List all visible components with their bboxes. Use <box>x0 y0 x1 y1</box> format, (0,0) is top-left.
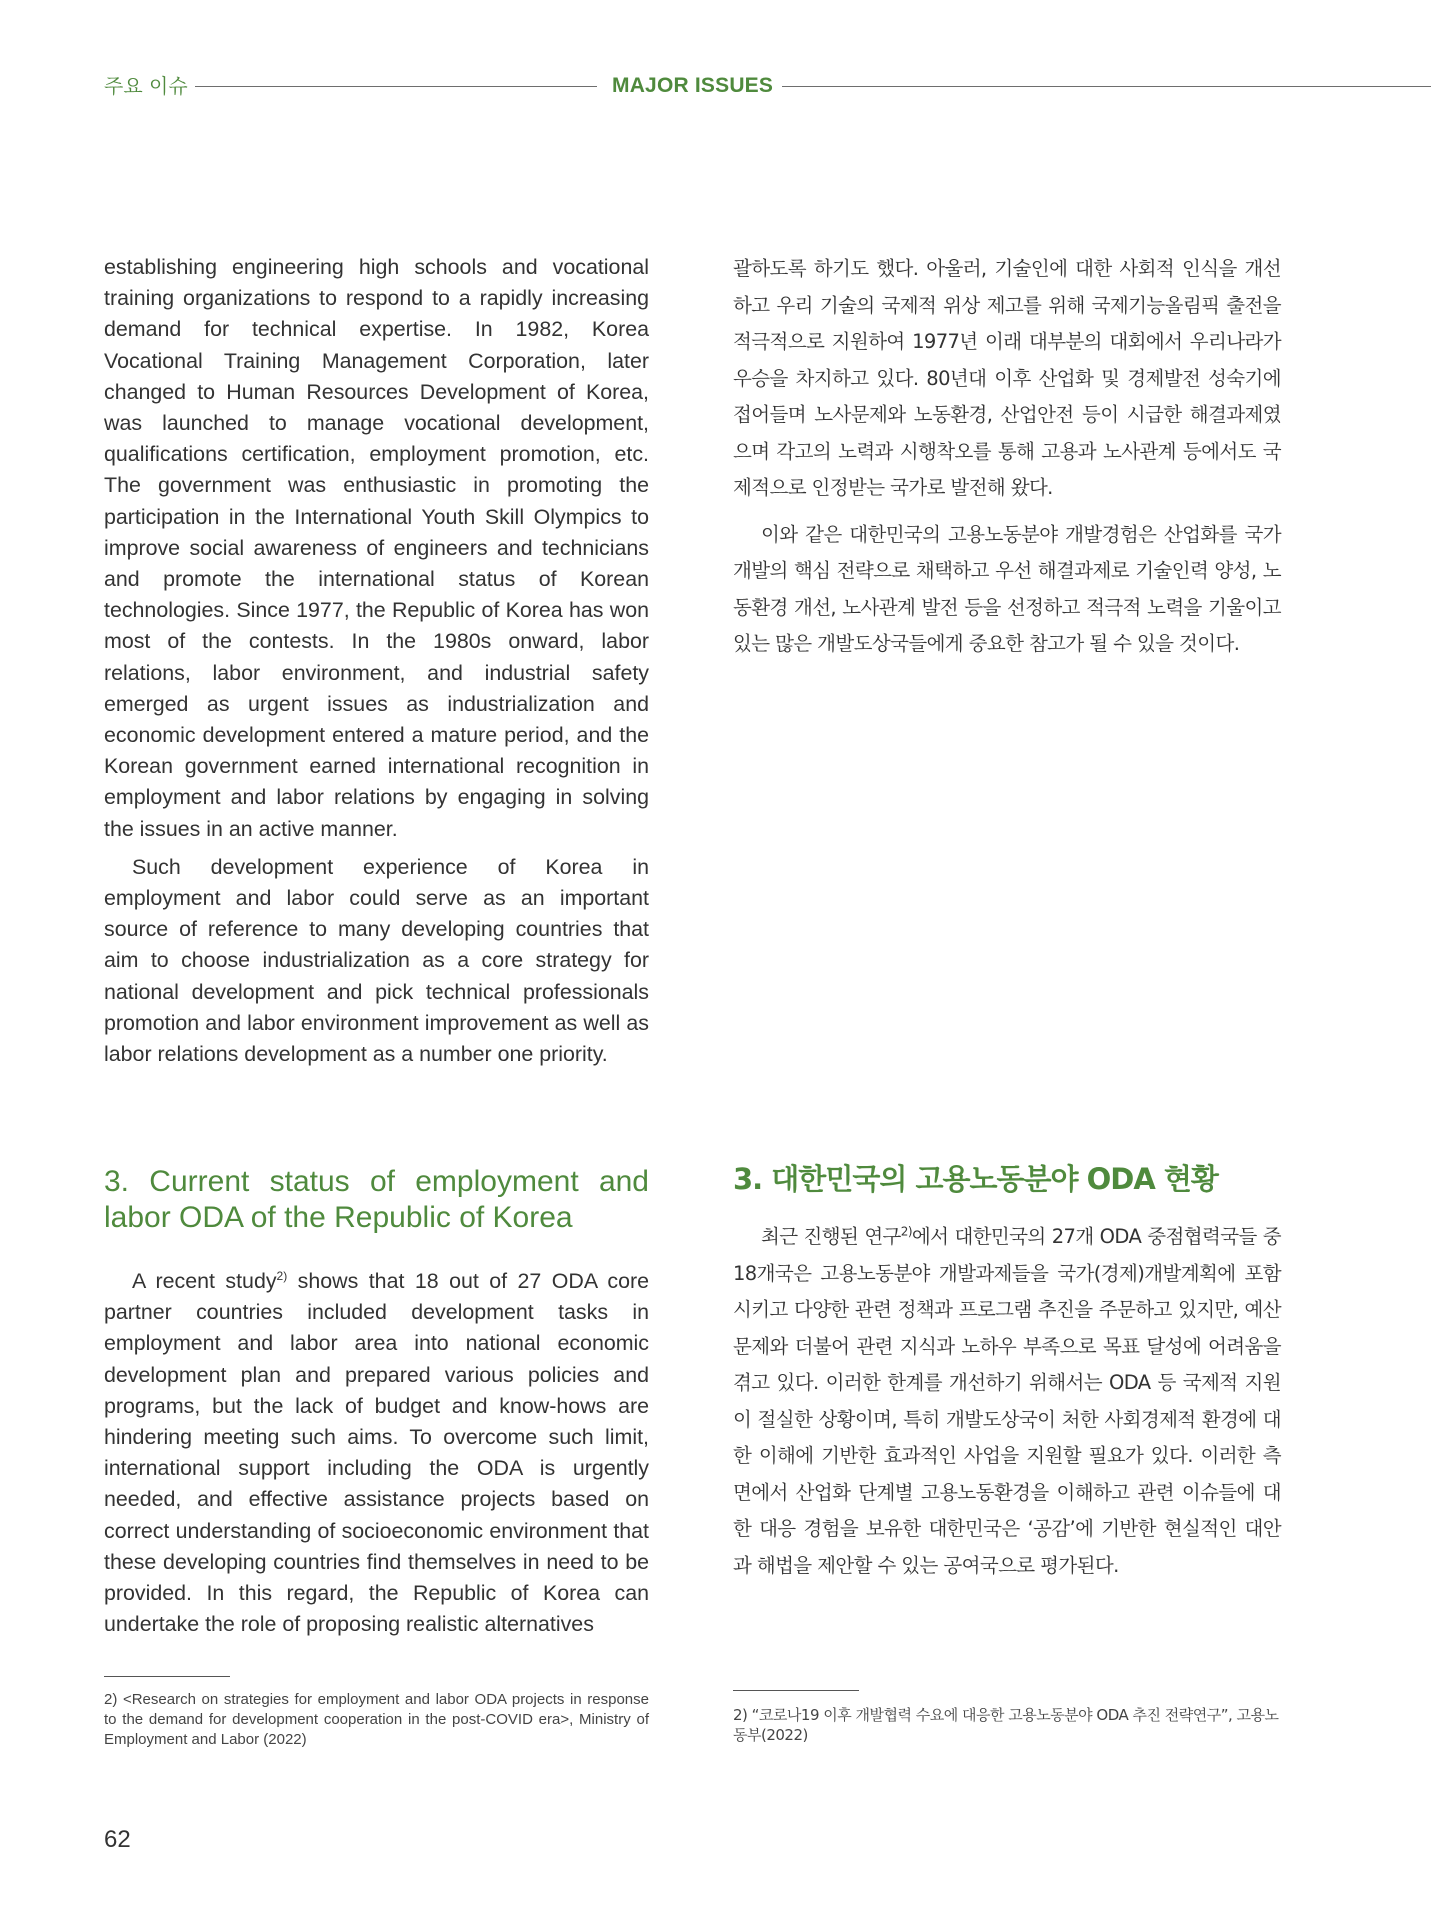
english-paragraph-1: establishing engineering high schools and vocational training organizations to respond to a rapidly increasing demand for technical expertise. In 1982, Korea Vocational Training Management Corporation, later changed to Human Resources Development of Korea, was launched to manage vocational development, qualifications certification, employment promotion, etc. The government was enthusiastic in promoting the participation in the International Youth Skill Olympics to improve social awareness of engineers and technicians and promote the international status of Korean technologies. Since 1977, the Republic of Korea has won most of the contests. In the 1980s onward, labor relations, labor environment, and industrial safety emerged as urgent issues as industrialization and economic development entered a mature period, and the Korean government earned international recognition in employment and labor relations by engaging in solving the issues in an active manner. <box>104 255 649 841</box>
korean-section-3 <box>733 1161 1281 1584</box>
english-footnote: 2) <Research on strategies for employment and labor ODA projects in response to the demand for development cooperation in the post-COVID era>, Ministry of Employment and Labor (2022) <box>104 1691 649 1748</box>
english-upper-column <box>104 252 649 1070</box>
korean-section-text-rest: 에서 대한민국의 27개 ODA 중점협력국들 중 18개국은 고용노동분야 개발과제들을 국가(경제)개발계획에 포함시키고 다양한 관련 정책과 프로그램 추진을 주문하고 있지만, 예산 문제와 더불어 관련 지식과 노하우 부족으로 목표 달성에 어려움을 겪고 있다. 이러한 한계를 개선하기 위해서는 ODA 등 국제적 지원이 절실한 상황이며, 특히 개발도상국이 처한 사회경제적 환경에 대한 이해에 기반한 효과적인 사업을 지원할 필요가 있다. 이러한 측면에서 산업화 단계별 고용노동환경을 이해하고 관련 이슈들에 대한 대응 경험을 보유한 대한민국은 ‘공감’에 기반한 현실적인 대안과 해법을 제안할 수 있는 공여국으로 평가된다. <box>733 1225 1281 1577</box>
korean-footnote-rule <box>733 1690 859 1691</box>
korean-upper-column <box>733 251 1281 663</box>
english-section-text-start: A recent study <box>132 1269 277 1293</box>
korean-section-paragraph <box>733 1219 1281 1584</box>
header-section-kr: 주요 이슈 <box>104 74 188 98</box>
english-paragraph-2: Such development experience of Korea in employment and labor could serve as an important source of reference to many developing countries that aim to choose industrialization as a core strategy for national development and pick technical professionals promotion and labor environment improvement as well as labor relations development as a number one priority. <box>104 854 649 1067</box>
header-rule-right <box>782 86 1431 87</box>
running-header <box>0 72 1431 102</box>
english-section-title: 3. Current status of employment and labor ODA of the Republic of Korea <box>104 1165 649 1234</box>
korean-footnote-ref[interactable]: 2) <box>900 1224 912 1239</box>
header-rule-left <box>195 86 597 87</box>
page-number: 62 <box>104 1826 131 1853</box>
english-footnote-rule <box>104 1676 230 1677</box>
korean-paragraph-1: 괄하도록 하기도 했다. 아울러, 기술인에 대한 사회적 인식을 개선하고 우리 기술의 국제적 위상 제고를 위해 국제기능올림픽 출전을 적극적으로 지원하여 1977년 이래 대부분의 대회에서 우리나라가 우승을 차지하고 있다. 80년대 이후 산업화 및 경제발전 성숙기에 접어들며 노사문제와 노동환경, 산업안전 등이 시급한 해결과제였으며 각고의 노력과 시행착오를 통해 고용과 노사관계 등에서도 국제적으로 인정받는 국가로 발전해 왔다. <box>733 257 1281 499</box>
korean-section-text-start: 최근 진행된 연구 <box>761 1225 901 1248</box>
korean-paragraph-2: 이와 같은 대한민국의 고용노동분야 개발경험은 산업화를 국가개발의 핵심 전략으로 채택하고 우선 해결과제로 기술인력 양성, 노동환경 개선, 노사관계 발전 등을 선정하고 적극적 노력을 기울이고 있는 많은 개발도상국들에게 중요한 참고가 될 수 있을 것이다. <box>733 522 1281 655</box>
korean-footnote: 2) “코로나19 이후 개발협력 수요에 대응한 고용노동분야 ODA 추진 전략연구”, 고용노동부(2022) <box>733 1706 1279 1744</box>
english-section-paragraph <box>104 1266 649 1640</box>
english-section-3 <box>104 1164 649 1640</box>
header-section-en: MAJOR ISSUES <box>612 74 774 97</box>
english-section-text-rest: shows that 18 out of 27 ODA core partner countries included development tasks in employment and labor area into national economic development plan and prepared various policies and programs, but the lack of budget and know-hows are hindering meeting such aims. To overcome such limit, international support including the ODA is urgently needed, and effective assistance projects based on correct understanding of socioeconomic environment that these developing countries find themselves in need to be provided. In this regard, the Republic of Korea can undertake the role of proposing realistic alternatives <box>104 1269 649 1637</box>
korean-section-title: 3. 대한민국의 고용노동분야 ODA 현황 <box>733 1162 1218 1196</box>
english-footnote-ref[interactable]: 2) <box>276 1268 288 1283</box>
